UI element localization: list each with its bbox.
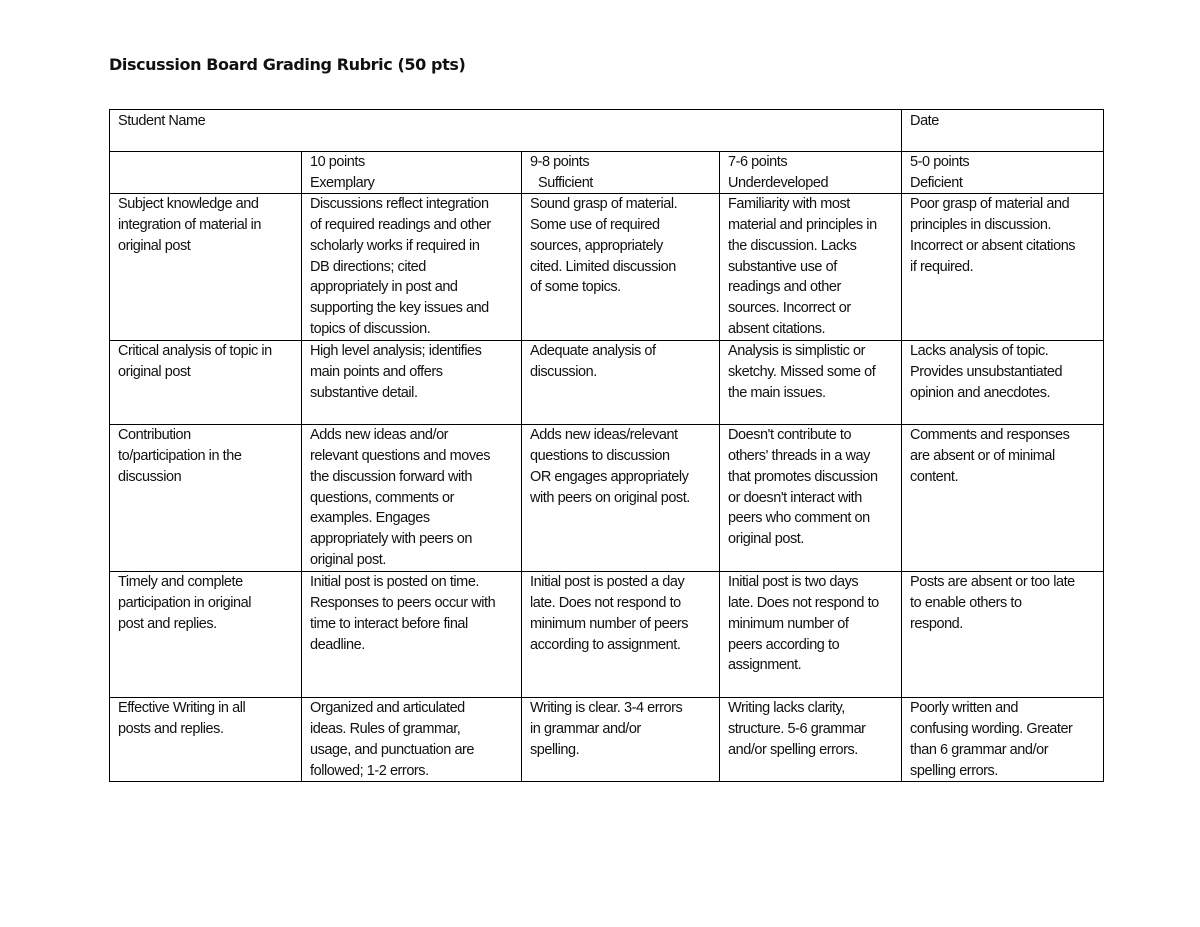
descriptor-text: Discussions reflect integration — [310, 196, 489, 213]
descriptor-text: assignment. — [728, 657, 802, 674]
descriptor-text: questions to discussion — [530, 448, 670, 465]
criterion-cell — [110, 698, 302, 782]
level-points: 7-6 points — [728, 154, 788, 170]
descriptor-text: sources, appropriately — [530, 237, 663, 254]
descriptor-text: Comments and responses — [910, 427, 1070, 444]
descriptor-text: Initial post is two days — [728, 574, 859, 591]
descriptor-cell — [522, 572, 720, 698]
descriptor-text: deadline. — [310, 636, 365, 653]
criterion-text: to/participation in the — [118, 448, 242, 465]
descriptor-text: Analysis is simplistic or — [728, 343, 865, 360]
criterion-row — [110, 425, 1104, 572]
descriptor-text: original post. — [728, 530, 804, 547]
descriptor-text: Organized and articulated — [310, 700, 465, 717]
descriptor-cell — [522, 698, 720, 782]
criterion-cell — [110, 341, 302, 425]
criterion-header-cell — [110, 152, 302, 194]
date-label: Date — [910, 113, 939, 129]
criterion-row — [110, 194, 1104, 341]
descriptor-text: appropriately with peers on — [310, 530, 472, 547]
criterion-text: posts and replies. — [118, 721, 224, 738]
rubric-table — [109, 109, 1104, 782]
descriptor-text: Some use of required — [530, 217, 660, 234]
descriptor-cell — [720, 698, 902, 782]
descriptor-text: with peers on original post. — [530, 489, 690, 506]
descriptor-cell — [522, 194, 720, 341]
descriptor-text: Poor grasp of material and — [910, 196, 1070, 213]
level-name: Deficient — [910, 174, 963, 191]
descriptor-text: DB directions; cited — [310, 258, 426, 275]
descriptor-cell — [522, 341, 720, 425]
descriptor-text: main points and offers — [310, 364, 443, 381]
descriptor-text: respond. — [910, 615, 963, 632]
descriptor-text: of required readings and other — [310, 217, 491, 234]
criterion-text: Contribution — [118, 427, 191, 444]
criterion-text: discussion — [118, 468, 182, 485]
criterion-text: Effective Writing in all — [118, 700, 246, 717]
criterion-cell — [110, 425, 302, 572]
descriptor-text: scholarly works if required in — [310, 237, 480, 254]
descriptor-cell — [720, 425, 902, 572]
descriptor-text: are absent or of minimal — [910, 448, 1055, 465]
descriptor-cell — [302, 341, 522, 425]
descriptor-text: Familiarity with most — [728, 196, 850, 213]
descriptor-cell — [302, 572, 522, 698]
descriptor-text: Sound grasp of material. — [530, 196, 678, 213]
descriptor-text: others' threads in a way — [728, 448, 870, 465]
level-header-cell — [302, 152, 522, 194]
descriptor-text: of some topics. — [530, 279, 621, 296]
descriptor-text: the discussion. Lacks — [728, 237, 857, 254]
descriptor-text: topics of discussion. — [310, 320, 431, 337]
descriptor-text: Writing lacks clarity, — [728, 700, 845, 717]
criterion-cell — [110, 194, 302, 341]
descriptor-text: peers who comment on — [728, 510, 870, 527]
level-points: 9-8 points — [530, 154, 590, 170]
descriptor-text: Adds new ideas and/or — [310, 427, 449, 444]
descriptor-text: relevant questions and moves — [310, 448, 491, 465]
level-name: Exemplary — [310, 174, 375, 191]
descriptor-text: minimum number of — [728, 615, 849, 632]
descriptor-text: peers according to — [728, 636, 840, 653]
descriptor-text: opinion and anecdotes. — [910, 384, 1051, 401]
descriptor-text: sketchy. Missed some of — [728, 364, 876, 381]
descriptor-text: Initial post is posted a day — [530, 574, 685, 591]
descriptor-cell — [720, 572, 902, 698]
descriptor-text: or doesn't interact with — [728, 489, 862, 506]
descriptor-text: substantive detail. — [310, 384, 418, 401]
descriptor-text: questions, comments or — [310, 489, 455, 506]
descriptor-text: structure. 5-6 grammar — [728, 721, 866, 738]
level-points: 10 points — [310, 154, 365, 170]
criterion-text: original post — [118, 237, 191, 254]
descriptor-text: original post. — [310, 551, 386, 568]
level-name: Underdeveloped — [728, 174, 829, 191]
descriptor-cell — [302, 425, 522, 572]
descriptor-text: High level analysis; identifies — [310, 343, 482, 360]
criterion-row — [110, 572, 1104, 698]
criterion-text: integration of material in — [118, 217, 262, 234]
descriptor-text: according to assignment. — [530, 636, 681, 653]
descriptor-text: usage, and punctuation are — [310, 741, 475, 758]
descriptor-text: Writing is clear. 3-4 errors — [530, 700, 683, 717]
descriptor-text: absent citations. — [728, 320, 826, 337]
descriptor-cell — [720, 341, 902, 425]
descriptor-text: Incorrect or absent citations — [910, 237, 1076, 254]
descriptor-text: appropriately in post and — [310, 279, 458, 296]
descriptor-text: Doesn't contribute to — [728, 427, 852, 444]
descriptor-cell — [720, 194, 902, 341]
descriptor-text: if required. — [910, 258, 974, 275]
descriptor-text: to enable others to — [910, 595, 1022, 612]
student-name-label: Student Name — [118, 113, 206, 129]
descriptor-text: discussion. — [530, 364, 597, 381]
descriptor-cell — [902, 698, 1104, 782]
descriptor-text: material and principles in — [728, 217, 877, 234]
page-title: Discussion Board Grading Rubric (50 pts) — [109, 55, 466, 74]
descriptor-text: sources. Incorrect or — [728, 299, 851, 316]
descriptor-text: than 6 grammar and/or — [910, 741, 1049, 758]
date-cell — [902, 110, 1104, 152]
level-header-cell — [902, 152, 1104, 194]
descriptor-cell — [302, 698, 522, 782]
descriptor-text: principles in discussion. — [910, 217, 1052, 234]
level-header-cell — [522, 152, 720, 194]
descriptor-cell — [902, 572, 1104, 698]
descriptor-text: Lacks analysis of topic. — [910, 343, 1049, 360]
descriptor-text: minimum number of peers — [530, 615, 689, 632]
descriptor-cell — [902, 194, 1104, 341]
descriptor-text: spelling. — [530, 741, 580, 758]
descriptor-text: ideas. Rules of grammar, — [310, 721, 461, 738]
descriptor-text: and/or spelling errors. — [728, 741, 858, 758]
descriptor-text: that promotes discussion — [728, 468, 878, 485]
criterion-text: post and replies. — [118, 615, 217, 632]
descriptor-text: Initial post is posted on time. — [310, 574, 480, 591]
descriptor-text: Adds new ideas/relevant — [530, 427, 678, 444]
descriptor-text: late. Does not respond to — [530, 595, 681, 612]
descriptor-text: OR engages appropriately — [530, 468, 689, 485]
descriptor-text: examples. Engages — [310, 510, 430, 527]
criterion-cell — [110, 572, 302, 698]
descriptor-text: the main issues. — [728, 384, 826, 401]
criterion-text: Timely and complete — [118, 574, 243, 591]
criterion-text: Subject knowledge and — [118, 196, 259, 213]
descriptor-cell — [302, 194, 522, 341]
level-name: Sufficient — [538, 174, 593, 191]
descriptor-cell — [902, 341, 1104, 425]
criterion-text: original post — [118, 364, 191, 381]
descriptor-text: in grammar and/or — [530, 721, 641, 738]
descriptor-text: Poorly written and — [910, 700, 1019, 717]
descriptor-text: readings and other — [728, 279, 841, 296]
descriptor-cell — [522, 425, 720, 572]
descriptor-text: late. Does not respond to — [728, 595, 879, 612]
descriptor-text: substantive use of — [728, 258, 837, 275]
level-header-row — [110, 152, 1104, 194]
criterion-text: participation in original — [118, 595, 252, 612]
student-info-row — [110, 110, 1104, 152]
level-header-cell — [720, 152, 902, 194]
descriptor-text: time to interact before final — [310, 615, 468, 632]
descriptor-text: Provides unsubstantiated — [910, 364, 1063, 381]
criterion-row — [110, 698, 1104, 782]
criterion-text: Critical analysis of topic in — [118, 343, 272, 360]
descriptor-text: supporting the key issues and — [310, 299, 489, 316]
level-points: 5-0 points — [910, 154, 970, 170]
descriptor-text: Adequate analysis of — [530, 343, 656, 360]
descriptor-text: confusing wording. Greater — [910, 721, 1073, 738]
descriptor-cell — [902, 425, 1104, 572]
descriptor-text: Posts are absent or too late — [910, 574, 1075, 591]
descriptor-text: Responses to peers occur with — [310, 595, 496, 612]
criterion-row — [110, 341, 1104, 425]
student-name-cell — [110, 110, 902, 152]
descriptor-text: cited. Limited discussion — [530, 258, 676, 275]
descriptor-text: spelling errors. — [910, 762, 998, 779]
descriptor-text: followed; 1-2 errors. — [310, 762, 429, 779]
descriptor-text: content. — [910, 468, 959, 485]
descriptor-text: the discussion forward with — [310, 468, 472, 485]
